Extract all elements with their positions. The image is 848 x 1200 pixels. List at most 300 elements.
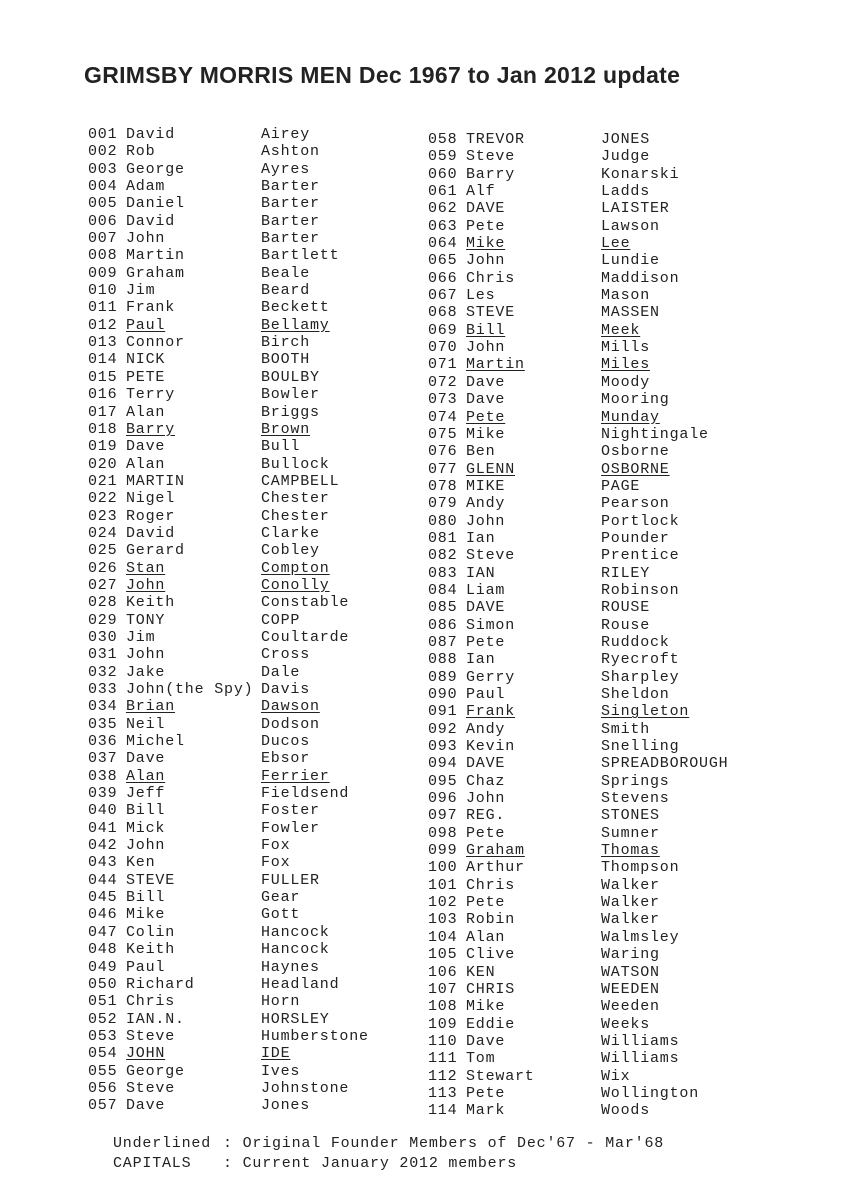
member-number: 025 xyxy=(88,542,118,560)
member-first-name: David xyxy=(126,212,176,230)
member-row xyxy=(428,686,728,703)
member-row xyxy=(88,404,369,421)
member-row xyxy=(428,859,728,876)
member-number: 019 xyxy=(88,438,118,456)
member-row xyxy=(88,317,369,334)
member-row xyxy=(428,1102,728,1119)
member-row xyxy=(88,351,369,368)
member-number: 108 xyxy=(428,998,458,1016)
member-first-name: Bill xyxy=(126,889,166,907)
member-number: 102 xyxy=(428,894,458,912)
member-first-name: Chaz xyxy=(466,772,506,790)
member-number: 020 xyxy=(88,455,118,473)
member-row xyxy=(88,213,369,230)
member-row xyxy=(428,131,728,148)
member-row xyxy=(88,1097,369,1114)
member-row xyxy=(428,443,728,460)
member-number: 065 xyxy=(428,252,458,270)
member-row xyxy=(88,369,369,386)
member-row xyxy=(428,894,728,911)
member-last-name: Singleton xyxy=(601,703,690,721)
member-row xyxy=(88,1080,369,1097)
member-number: 029 xyxy=(88,611,118,629)
member-last-name: FULLER xyxy=(261,871,320,889)
member-row xyxy=(428,842,728,859)
member-first-name: DAVE xyxy=(466,755,506,773)
member-row xyxy=(88,820,369,837)
member-first-name: Mike xyxy=(466,425,506,443)
member-first-name: John xyxy=(126,576,166,594)
member-last-name: Lawson xyxy=(601,217,660,235)
member-number: 021 xyxy=(88,472,118,490)
member-number: 106 xyxy=(428,963,458,981)
member-row xyxy=(428,304,728,321)
member-row xyxy=(88,698,369,715)
member-last-name: SPREADBOROUGH xyxy=(601,755,729,773)
member-first-name: Keith xyxy=(126,594,176,612)
member-number: 061 xyxy=(428,183,458,201)
member-first-name: Mark xyxy=(466,1102,506,1120)
member-first-name: Gerard xyxy=(126,542,185,560)
member-first-name: John xyxy=(466,790,506,808)
member-number: 103 xyxy=(428,911,458,929)
member-last-name: Chester xyxy=(261,490,330,508)
member-last-name: Foster xyxy=(261,802,320,820)
member-number: 082 xyxy=(428,547,458,565)
member-row xyxy=(428,200,728,217)
member-first-name: Martin xyxy=(126,247,185,265)
member-number: 100 xyxy=(428,859,458,877)
member-first-name: Pete xyxy=(466,1084,506,1102)
member-first-name: IAN.N. xyxy=(126,1010,185,1028)
member-number: 023 xyxy=(88,507,118,525)
member-row xyxy=(428,218,728,235)
member-last-name: Mooring xyxy=(601,391,670,409)
member-number: 083 xyxy=(428,564,458,582)
member-last-name: Weeks xyxy=(601,1015,651,1033)
member-row xyxy=(88,438,369,455)
member-last-name: Ryecroft xyxy=(601,651,680,669)
member-last-name: Stevens xyxy=(601,790,670,808)
member-first-name: Alan xyxy=(126,767,166,785)
member-first-name: Adam xyxy=(126,178,166,196)
member-number: 013 xyxy=(88,334,118,352)
member-first-name: Ben xyxy=(466,443,496,461)
member-number: 096 xyxy=(428,790,458,808)
member-number: 037 xyxy=(88,750,118,768)
member-last-name: RILEY xyxy=(601,564,651,582)
member-first-name: David xyxy=(126,126,176,143)
member-row xyxy=(428,946,728,963)
member-first-name: Mike xyxy=(466,235,506,253)
member-first-name: Chris xyxy=(126,993,176,1011)
member-last-name: Snelling xyxy=(601,738,680,756)
member-row xyxy=(428,1085,728,1102)
member-last-name: JONES xyxy=(601,131,651,148)
member-number: 055 xyxy=(88,1062,118,1080)
member-number: 057 xyxy=(88,1097,118,1115)
member-row xyxy=(88,299,369,316)
member-last-name: Springs xyxy=(601,772,670,790)
member-row xyxy=(88,265,369,282)
page-title: GRIMSBY MORRIS MEN Dec 1967 to Jan 2012 update xyxy=(84,62,681,88)
member-number: 003 xyxy=(88,160,118,178)
member-number: 052 xyxy=(88,1010,118,1028)
member-last-name: CAMPBELL xyxy=(261,472,340,490)
member-first-name: Pete xyxy=(466,633,506,651)
member-first-name: Steve xyxy=(466,547,516,565)
member-number: 060 xyxy=(428,165,458,183)
legend-text: : Current January 2012 members xyxy=(223,1155,518,1172)
member-first-name: Neil xyxy=(126,715,166,733)
member-column-left xyxy=(88,126,369,1115)
member-first-name: John xyxy=(466,512,506,530)
member-first-name: Roger xyxy=(126,507,176,525)
member-last-name: Sheldon xyxy=(601,686,670,703)
member-number: 033 xyxy=(88,681,118,698)
member-row xyxy=(428,270,728,287)
member-number: 098 xyxy=(428,824,458,842)
member-last-name: Lee xyxy=(601,235,631,253)
member-row xyxy=(88,785,369,802)
member-number: 089 xyxy=(428,668,458,686)
member-row xyxy=(428,1068,728,1085)
member-last-name: Dodson xyxy=(261,715,320,733)
member-last-name: Barter xyxy=(261,212,320,230)
member-number: 067 xyxy=(428,287,458,305)
member-number: 036 xyxy=(88,733,118,751)
member-last-name: Mills xyxy=(601,339,651,357)
member-last-name: Ruddock xyxy=(601,633,670,651)
member-last-name: Fowler xyxy=(261,819,320,837)
member-number: 007 xyxy=(88,230,118,248)
member-row xyxy=(88,1028,369,1045)
member-row xyxy=(88,872,369,889)
member-last-name: HORSLEY xyxy=(261,1010,330,1028)
member-row xyxy=(428,339,728,356)
member-first-name: Colin xyxy=(126,923,176,941)
legend-key: Underlined xyxy=(113,1135,212,1152)
member-number: 018 xyxy=(88,420,118,438)
member-first-name: DAVE xyxy=(466,200,506,218)
member-row xyxy=(428,669,728,686)
member-first-name: Alan xyxy=(466,928,506,946)
member-number: 030 xyxy=(88,628,118,646)
member-last-name: Barter xyxy=(261,195,320,213)
member-last-name: Constable xyxy=(261,594,350,612)
member-number: 071 xyxy=(428,356,458,374)
member-number: 011 xyxy=(88,299,118,317)
member-last-name: Humberstone xyxy=(261,1027,369,1045)
member-row xyxy=(428,409,728,426)
member-first-name: David xyxy=(126,524,176,542)
member-last-name: Thompson xyxy=(601,859,680,877)
legend-row-capitals xyxy=(113,1154,664,1174)
member-first-name: Nigel xyxy=(126,490,176,508)
member-first-name: Steve xyxy=(466,148,516,166)
member-number: 099 xyxy=(428,842,458,860)
member-row xyxy=(88,924,369,941)
legend-text: : Original Founder Members of Dec'67 - Mar'68 xyxy=(223,1135,665,1152)
member-number: 087 xyxy=(428,633,458,651)
member-row xyxy=(88,195,369,212)
member-last-name: Rouse xyxy=(601,616,651,634)
member-last-name: BOULBY xyxy=(261,368,320,386)
member-first-name: Arthur xyxy=(466,859,525,877)
member-row xyxy=(88,941,369,958)
member-last-name: Headland xyxy=(261,975,340,993)
member-last-name: Miles xyxy=(601,356,651,374)
member-number: 026 xyxy=(88,559,118,577)
member-row xyxy=(88,473,369,490)
member-first-name: Graham xyxy=(466,842,525,860)
member-row xyxy=(428,356,728,373)
member-first-name: Graham xyxy=(126,264,185,282)
member-first-name: Gerry xyxy=(466,668,516,686)
member-last-name: Barter xyxy=(261,178,320,196)
member-first-name: Steve xyxy=(126,1027,176,1045)
member-first-name: John(the Spy) xyxy=(126,681,254,698)
member-number: 084 xyxy=(428,581,458,599)
member-last-name: Maddison xyxy=(601,269,680,287)
member-last-name: Williams xyxy=(601,1032,680,1050)
member-last-name: Thomas xyxy=(601,842,660,860)
member-row xyxy=(428,651,728,668)
member-number: 110 xyxy=(428,1032,458,1050)
member-last-name: Williams xyxy=(601,1050,680,1068)
member-row xyxy=(88,126,369,143)
member-first-name: John xyxy=(126,230,166,248)
member-last-name: Horn xyxy=(261,993,301,1011)
member-last-name: Ebsor xyxy=(261,750,311,768)
member-row xyxy=(88,456,369,473)
member-number: 088 xyxy=(428,651,458,669)
member-number: 073 xyxy=(428,391,458,409)
member-last-name: Beale xyxy=(261,264,311,282)
member-number: 107 xyxy=(428,980,458,998)
member-last-name: Barter xyxy=(261,230,320,248)
member-last-name: Gott xyxy=(261,906,301,924)
member-row xyxy=(428,617,728,634)
member-number: 056 xyxy=(88,1079,118,1097)
member-last-name: Chester xyxy=(261,507,330,525)
member-number: 044 xyxy=(88,871,118,889)
member-last-name: Osborne xyxy=(601,443,670,461)
member-first-name: Pete xyxy=(466,824,506,842)
member-last-name: Briggs xyxy=(261,403,320,421)
member-first-name: Ken xyxy=(126,854,156,872)
member-number: 078 xyxy=(428,477,458,495)
member-last-name: Bartlett xyxy=(261,247,340,265)
member-number: 076 xyxy=(428,443,458,461)
member-row xyxy=(428,478,728,495)
member-first-name: TREVOR xyxy=(466,131,525,148)
member-first-name: Bill xyxy=(466,321,506,339)
member-last-name: Prentice xyxy=(601,547,680,565)
member-number: 035 xyxy=(88,715,118,733)
member-number: 048 xyxy=(88,941,118,959)
member-last-name: Woods xyxy=(601,1102,651,1120)
member-row xyxy=(428,1033,728,1050)
member-number: 046 xyxy=(88,906,118,924)
member-first-name: IAN xyxy=(466,564,496,582)
member-first-name: Andy xyxy=(466,720,506,738)
member-row xyxy=(88,542,369,559)
member-row xyxy=(88,646,369,663)
member-number: 012 xyxy=(88,316,118,334)
member-row xyxy=(88,716,369,733)
member-first-name: Mick xyxy=(126,819,166,837)
member-last-name: Moody xyxy=(601,373,651,391)
member-number: 093 xyxy=(428,738,458,756)
member-row xyxy=(428,374,728,391)
member-last-name: Walker xyxy=(601,911,660,929)
member-row xyxy=(428,773,728,790)
member-first-name: STEVE xyxy=(126,871,176,889)
member-number: 038 xyxy=(88,767,118,785)
member-row xyxy=(88,1045,369,1062)
member-first-name: John xyxy=(126,837,166,855)
member-first-name: Eddie xyxy=(466,1015,516,1033)
member-last-name: Airey xyxy=(261,126,311,143)
member-last-name: Beard xyxy=(261,282,311,300)
member-last-name: Konarski xyxy=(601,165,680,183)
member-first-name: George xyxy=(126,1062,185,1080)
member-first-name: Dave xyxy=(126,438,166,456)
member-last-name: WEEDEN xyxy=(601,980,660,998)
member-last-name: Fox xyxy=(261,837,291,855)
member-first-name: STEVE xyxy=(466,304,516,322)
member-number: 062 xyxy=(428,200,458,218)
member-number: 051 xyxy=(88,993,118,1011)
member-first-name: Robin xyxy=(466,911,516,929)
member-first-name: REG. xyxy=(466,807,506,825)
member-number: 041 xyxy=(88,819,118,837)
member-row xyxy=(88,993,369,1010)
member-number: 058 xyxy=(428,131,458,148)
member-row xyxy=(88,525,369,542)
member-number: 008 xyxy=(88,247,118,265)
member-row xyxy=(88,768,369,785)
member-last-name: Robinson xyxy=(601,581,680,599)
member-first-name: Alan xyxy=(126,403,166,421)
member-last-name: BOOTH xyxy=(261,351,311,369)
member-last-name: Birch xyxy=(261,334,311,352)
member-last-name: Bowler xyxy=(261,386,320,404)
member-row xyxy=(88,1011,369,1028)
member-number: 009 xyxy=(88,264,118,282)
member-first-name: Barry xyxy=(126,420,176,438)
member-row xyxy=(428,287,728,304)
member-last-name: ROUSE xyxy=(601,599,651,617)
member-number: 047 xyxy=(88,923,118,941)
member-first-name: Dave xyxy=(126,1097,166,1115)
member-row xyxy=(88,577,369,594)
legend-row-underlined xyxy=(113,1134,664,1154)
member-number: 039 xyxy=(88,785,118,803)
member-first-name: Tom xyxy=(466,1050,496,1068)
member-first-name: Dave xyxy=(466,1032,506,1050)
member-number: 015 xyxy=(88,368,118,386)
member-number: 017 xyxy=(88,403,118,421)
member-last-name: Wollington xyxy=(601,1084,700,1102)
member-row xyxy=(88,681,369,698)
member-first-name: TONY xyxy=(126,611,166,629)
member-first-name: Dave xyxy=(466,391,506,409)
member-number: 028 xyxy=(88,594,118,612)
member-number: 085 xyxy=(428,599,458,617)
member-row xyxy=(88,629,369,646)
member-row xyxy=(88,178,369,195)
member-last-name: Pearson xyxy=(601,495,670,513)
member-last-name: Walker xyxy=(601,894,660,912)
member-last-name: Pounder xyxy=(601,529,670,547)
member-number: 112 xyxy=(428,1067,458,1085)
member-last-name: Bellamy xyxy=(261,316,330,334)
member-number: 109 xyxy=(428,1015,458,1033)
member-first-name: Michel xyxy=(126,733,185,751)
member-row xyxy=(88,664,369,681)
member-first-name: Alan xyxy=(126,455,166,473)
member-first-name: Frank xyxy=(126,299,176,317)
member-row xyxy=(428,998,728,1015)
member-row xyxy=(428,929,728,946)
member-first-name: John xyxy=(126,646,166,664)
member-first-name: Paul xyxy=(126,316,166,334)
member-first-name: Kevin xyxy=(466,738,516,756)
member-row xyxy=(428,807,728,824)
member-row xyxy=(428,426,728,443)
member-first-name: Pete xyxy=(466,408,506,426)
member-row xyxy=(428,148,728,165)
member-number: 049 xyxy=(88,958,118,976)
member-row xyxy=(88,1063,369,1080)
member-last-name: Ladds xyxy=(601,183,651,201)
member-first-name: Keith xyxy=(126,941,176,959)
member-row xyxy=(428,183,728,200)
member-first-name: MARTIN xyxy=(126,472,185,490)
member-number: 050 xyxy=(88,975,118,993)
member-first-name: Bill xyxy=(126,802,166,820)
member-number: 079 xyxy=(428,495,458,513)
member-first-name: Dave xyxy=(126,750,166,768)
member-row xyxy=(88,906,369,923)
member-last-name: STONES xyxy=(601,807,660,825)
member-number: 045 xyxy=(88,889,118,907)
member-row xyxy=(88,854,369,871)
member-first-name: Stewart xyxy=(466,1067,535,1085)
member-row xyxy=(428,877,728,894)
member-row xyxy=(88,490,369,507)
member-number: 091 xyxy=(428,703,458,721)
member-last-name: Haynes xyxy=(261,958,320,976)
member-row xyxy=(428,755,728,772)
member-last-name: Dale xyxy=(261,663,301,681)
member-first-name: Richard xyxy=(126,975,195,993)
member-row xyxy=(88,837,369,854)
member-last-name: Portlock xyxy=(601,512,680,530)
member-row xyxy=(428,981,728,998)
member-first-name: Jim xyxy=(126,628,156,646)
member-first-name: Jake xyxy=(126,663,166,681)
member-row xyxy=(428,599,728,616)
member-first-name: CHRIS xyxy=(466,980,516,998)
member-row xyxy=(88,750,369,767)
member-first-name: Liam xyxy=(466,581,506,599)
member-first-name: Dave xyxy=(466,373,506,391)
member-first-name: Pete xyxy=(466,894,506,912)
member-row xyxy=(88,802,369,819)
